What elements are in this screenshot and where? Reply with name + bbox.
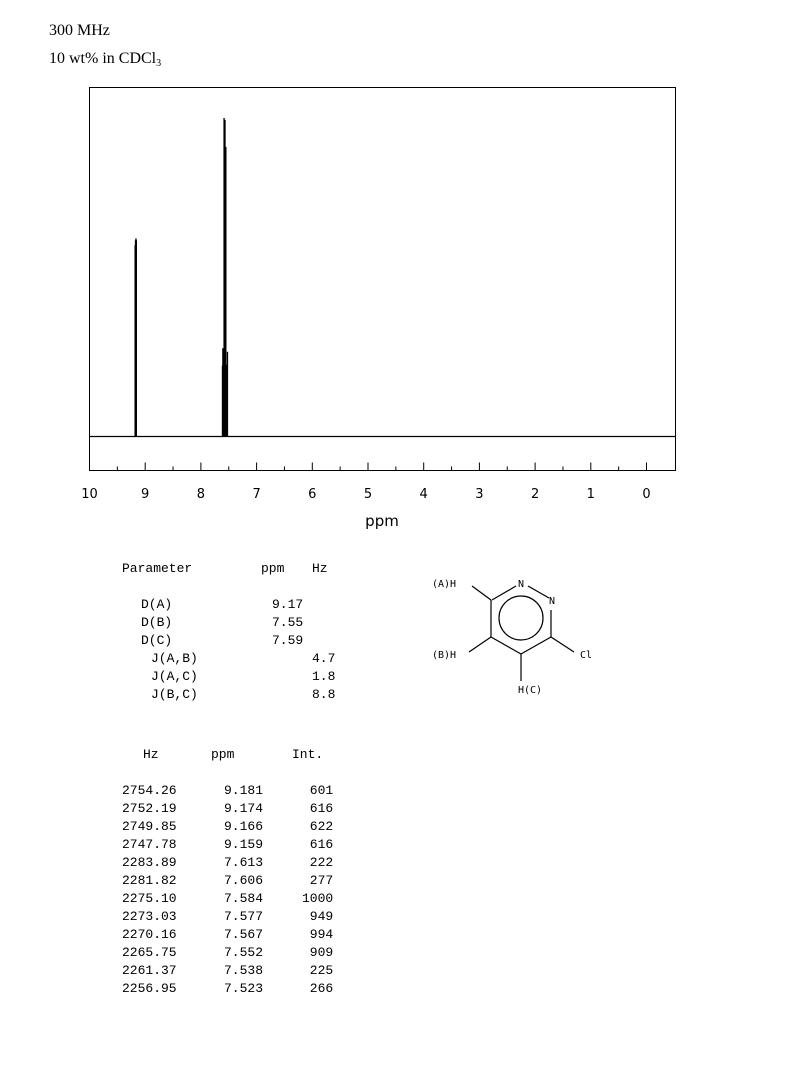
peak-hz-value: 2256.95 [122, 981, 177, 996]
peak-int-value: 222 [302, 855, 334, 870]
peak-hz-value: 2281.82 [122, 873, 177, 888]
label-hc: H(C) [518, 685, 543, 696]
peak-hz-value: 2754.26 [122, 783, 177, 798]
label-n2: N [549, 596, 556, 607]
param-name: J(A,B) [151, 651, 198, 666]
peak-ppm-value: 7.567 [224, 927, 264, 942]
peak-hz-value: 2752.19 [122, 801, 177, 816]
param-hz-value: 1.8 [312, 669, 336, 684]
peak-hz-value: 2270.16 [122, 927, 177, 942]
solvent-text: 10 wt% in CDCl [49, 50, 157, 67]
param-header-hz: Hz [312, 561, 328, 576]
x-tick-label: 4 [419, 487, 428, 502]
peak-ppm-value: 7.577 [224, 909, 264, 924]
label-n1: N [518, 579, 525, 590]
spectrometer-frequency: 300 MHz [49, 22, 110, 39]
peak-int-value: 1000 [302, 891, 334, 906]
peak-hz-value: 2275.10 [122, 891, 177, 906]
x-tick-label: 8 [196, 487, 206, 502]
param-name: J(B,C) [151, 687, 198, 702]
x-tick-label: 10 [81, 487, 98, 502]
x-tick-label: 2 [530, 487, 540, 502]
label-hb: (B)H [432, 650, 457, 661]
peak-header-int: Int. [292, 747, 324, 762]
param-name: D(A) [141, 597, 173, 612]
peak-hz-value: 2749.85 [122, 819, 177, 834]
x-tick-label: 1 [586, 487, 595, 502]
x-tick-label: 7 [252, 487, 261, 502]
peak-ppm-value: 7.552 [224, 945, 264, 960]
peak-ppm-value: 9.159 [224, 837, 264, 852]
peak-ppm-value: 7.613 [224, 855, 264, 870]
param-ppm-value: 7.55 [272, 615, 304, 630]
solvent-subscript: 3 [156, 58, 162, 69]
x-axis-label: ppm [365, 512, 399, 530]
param-name: D(B) [141, 615, 173, 630]
peak-hz-value: 2273.03 [122, 909, 177, 924]
peak-int-value: 994 [302, 927, 334, 942]
param-name: D(C) [141, 633, 173, 648]
x-tick-label: 9 [141, 487, 150, 502]
label-cl: Cl [580, 650, 593, 661]
ring-bonds [469, 586, 574, 681]
peak-ppm-value: 7.606 [224, 873, 264, 888]
x-tick-label: 5 [363, 487, 373, 502]
peak-int-value: 266 [302, 981, 334, 996]
aromatic-ring-circle [499, 596, 543, 640]
param-ppm-value: 9.17 [272, 597, 304, 612]
peak-ppm-value: 9.174 [224, 801, 264, 816]
peak-int-value: 616 [302, 801, 334, 816]
param-hz-value: 4.7 [312, 651, 336, 666]
param-header-ppm: ppm [261, 561, 285, 576]
peak-header-hz: Hz [143, 747, 159, 762]
peak-int-value: 277 [302, 873, 334, 888]
param-hz-value: 8.8 [312, 687, 336, 702]
x-tick-label: 3 [475, 487, 484, 502]
peak-int-value: 616 [302, 837, 334, 852]
peak-int-value: 949 [302, 909, 334, 924]
x-tick-label: 6 [308, 487, 317, 502]
peak-header-ppm: ppm [211, 747, 235, 762]
peak-int-value: 601 [302, 783, 334, 798]
param-ppm-value: 7.59 [272, 633, 304, 648]
x-tick-label: 0 [642, 487, 651, 502]
peak-hz-value: 2283.89 [122, 855, 177, 870]
peak-hz-value: 2261.37 [122, 963, 177, 978]
peak-int-value: 909 [302, 945, 334, 960]
peak-ppm-value: 9.166 [224, 819, 264, 834]
peak-ppm-value: 9.181 [224, 783, 264, 798]
peak-hz-value: 2265.75 [122, 945, 177, 960]
label-ha: (A)H [432, 579, 457, 590]
peak-hz-value: 2747.78 [122, 837, 177, 852]
peak-int-value: 622 [302, 819, 334, 834]
peak-ppm-value: 7.584 [224, 891, 264, 906]
peak-ppm-value: 7.523 [224, 981, 264, 996]
peak-ppm-value: 7.538 [224, 963, 264, 978]
param-header-parameter: Parameter [122, 561, 193, 576]
peak-int-value: 225 [302, 963, 334, 978]
param-name: J(A,C) [151, 669, 198, 684]
